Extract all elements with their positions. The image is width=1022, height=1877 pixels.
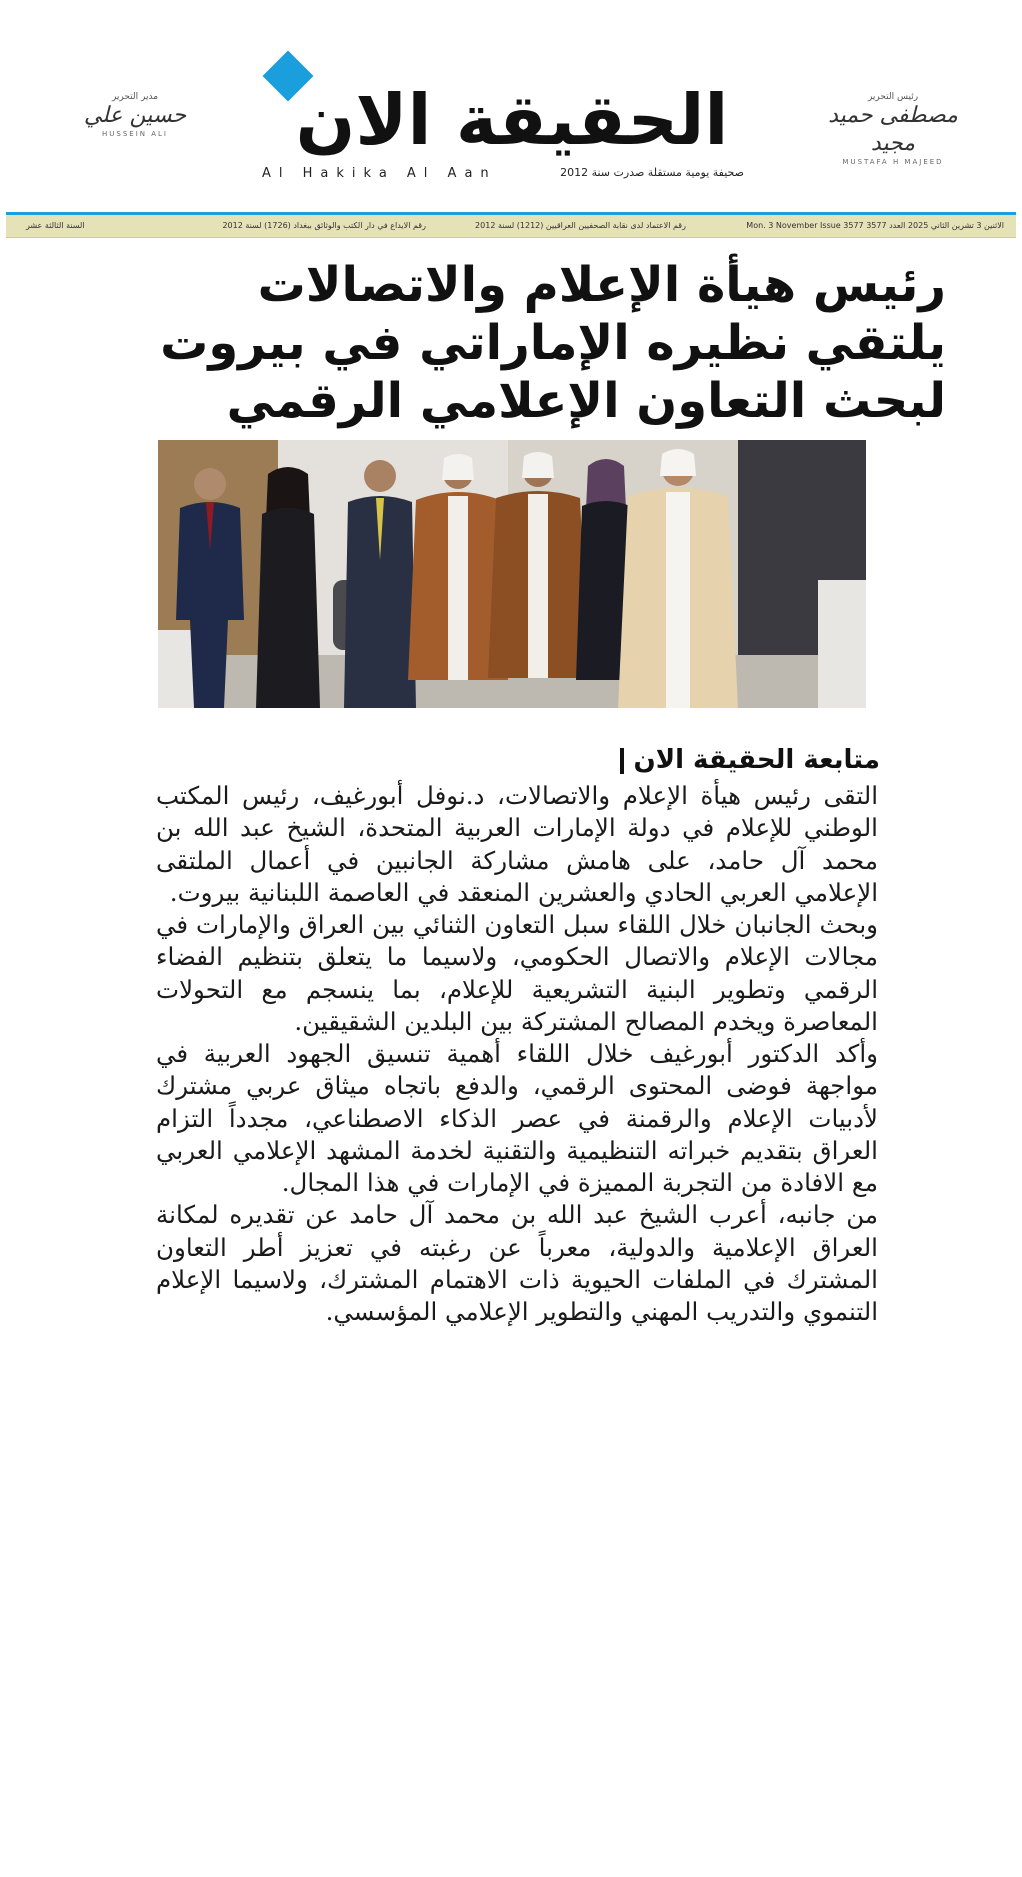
newspaper-logo xyxy=(262,52,762,192)
editor-in-chief-latin: MUSTAFA H MAJEED xyxy=(842,158,944,166)
managing-editor-name: حسين علي xyxy=(83,103,187,128)
managing-editor-role: مدير التحرير xyxy=(111,92,159,102)
managing-editor-signature xyxy=(70,92,200,138)
headline-line: لبحث التعاون الإعلامي الرقمي xyxy=(226,373,946,429)
logo-latin-text: Al Hakika Al Aan xyxy=(262,166,497,181)
masthead xyxy=(0,0,1022,230)
article-body xyxy=(156,780,878,1328)
logo-tagline: صحيفة يومية مستقلة صدرت سنة 2012 xyxy=(560,166,744,179)
issue-info-strip xyxy=(6,212,1016,238)
headline-line: رئيس هيأة الإعلام والاتصالات xyxy=(257,257,946,313)
article-paragraph: التقى رئيس هيأة الإعلام والاتصالات، د.نوفل أبورغيف، رئيس المكتب الوطني للإعلام في دولة الإمارات العربية المتحدة، الشيخ عبد الله بن محمد آل حامد، على هامش مشاركة الجانبين في أعمال الملتقى الإعلامي العربي الحادي والعشرين المنعقد في العاصمة اللبنانية بيروت. xyxy=(156,781,878,907)
managing-editor-latin: HUSSEIN ALI xyxy=(102,130,168,138)
logo-wordmark: الحقيقة الان xyxy=(295,79,729,161)
headline-line: يلتقي نظيره الإماراتي في بيروت xyxy=(160,315,946,371)
editor-in-chief-role: رئيس التحرير xyxy=(867,92,919,102)
byline-bar xyxy=(620,748,624,774)
deposit-number: رقم الايداع في دار الكتب والوثائق ببغداد (1726) لسنة 2012 xyxy=(222,221,426,230)
editor-in-chief-name: مصطفى حميد مجيد xyxy=(828,103,958,156)
byline-text: متابعة الحقيقة الان xyxy=(633,745,880,775)
article-paragraph: من جانبه، أعرب الشيخ عبد الله بن محمد آل حامد عن تقديره لمكانة العراق الإعلامية والدولية، معرباً عن رغبته في تعزيز أطر التعاون المشترك في الملفات الحيوية ذات الاهتمام المشترك، ولاسيما الإعلام التنموي والتدريب المهني والتطوير الإعلامي المؤسسي. xyxy=(156,1200,878,1326)
article-byline xyxy=(420,742,880,778)
group-photo-illustration xyxy=(158,440,866,708)
article-paragraph: وأكد الدكتور أبورغيف خلال اللقاء أهمية تنسيق الجهود العربية في مواجهة فوضى المحتوى الرقمي، والدفع باتجاه ميثاق عربي مشترك لأدبيات الإعلام والرقمنة في عصر الذكاء الاصطناعي، مجدداً التزام العراق بتقديم خبراته التنظيمية والتقنية لخدمة المشهد الإعلامي العربي مع الافادة من التجربة المميزة في الإمارات في هذا المجال. xyxy=(156,1039,878,1197)
accreditation-number: رقم الاعتماد لدى نقابة الصحفيين العراقيين (1212) لسنة 2012 xyxy=(475,221,686,230)
publication-year: السنة الثالثة عشر xyxy=(26,221,85,230)
article-headline xyxy=(40,256,946,430)
editor-in-chief-signature xyxy=(828,92,958,166)
article-photo xyxy=(158,440,866,708)
article-paragraph: وبحث الجانبان خلال اللقاء سبل التعاون الثنائي بين العراق والإمارات في مجالات الإعلام والاتصال الحكومي، ولاسيما ما يتعلق بتنظيم الفضاء الرقمي وتطوير البنية التشريعية للإعلام، بما ينسجم مع التحولات المعاصرة ويخدم المصالح المشتركة بين البلدين الشقيقين. xyxy=(156,910,878,1036)
issue-date: الاثنين 3 تشرين الثاني 2025 العدد 3577 Mon. 3 November Issue 3577 xyxy=(746,221,1004,230)
